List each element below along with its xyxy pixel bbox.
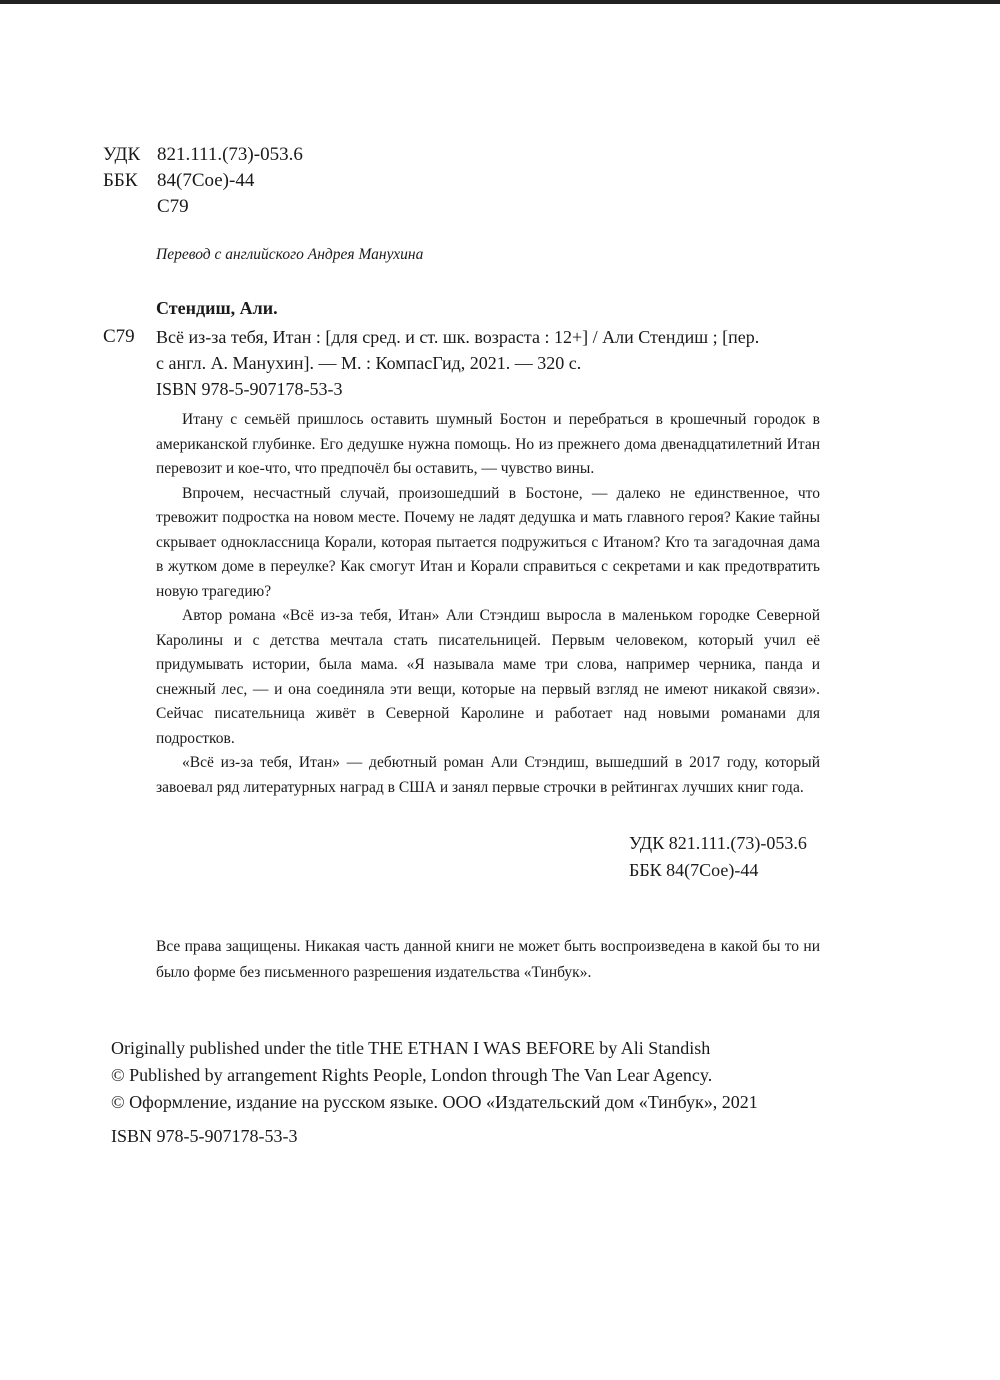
- annotation-paragraph: Автор романа «Всё из-за тебя, Итан» Али Стэндиш выросла в маленьком городке Северной Каролины и с детства мечтала стать писательницей. Первым человеком, который учил её придумывать истории, была мама. «Я называла маме три слова, например черника, панда и снежный лес, — и она соединяла эти вещи, которые на первый взгляд не имеют никакой связи». Сейчас писательница живёт в Северной Каролине и работает над новыми романами для подростков.: [156, 607, 820, 747]
- isbn-bottom: ISBN 978-5-907178-53-3: [111, 1126, 298, 1146]
- biblio-line-1: Всё из-за тебя, Итан : [для сред. и ст. шк. возраста : 12+] / Али Стендиш ; [пер.: [156, 327, 760, 347]
- bbk-code: ББК 84(7Сое)-44: [629, 860, 759, 880]
- author-mark-left: С79: [103, 326, 135, 347]
- annotation-paragraph: «Всё из-за тебя, Итан» — дебютный роман Али Стэндиш, вышедший в 2017 году, который завоевал ряд литературных наград в США и занял первые строчки в рейтингах лучших книг года.: [156, 754, 820, 796]
- translator-credit: Перевод с английского Андрея Манухина: [156, 246, 424, 263]
- classification-block: [103, 142, 303, 220]
- author-mark: С79: [157, 196, 189, 217]
- bbk-label: ББК: [103, 170, 138, 191]
- author-heading: Стендиш, Али.: [156, 298, 278, 318]
- udk-value: 821.111.(73)-053.6: [157, 144, 303, 165]
- biblio-isbn: ISBN 978-5-907178-53-3: [156, 379, 343, 399]
- annotation-paragraph: Итану с семьёй пришлось оставить шумный Бостон и перебраться в крошечный городок в американской глубинке. Его дедушке нужна помощь. Но из прежнего дома двенадцатилетний Итан перевозит и кое-что, что предпочёл бы оставить, — чувство вины.: [156, 411, 820, 477]
- udk-row: [103, 142, 303, 168]
- biblio-line-2: с англ. А. Манухин]. — М. : КомпасГид, 2021. — 320 с.: [156, 353, 582, 373]
- origin-credits: [111, 1035, 758, 1116]
- origin-line-2: © Published by arrangement Rights People, London through The Van Lear Agency.: [111, 1065, 713, 1085]
- udk-code: УДК 821.111.(73)-053.6: [629, 833, 807, 853]
- rights-notice: Все права защищены. Никакая часть данной книги не может быть воспроизведена в какой бы то ни было форме без письменного разрешения издательства «Тинбук».: [156, 938, 820, 981]
- bibliographic-description: [156, 324, 820, 402]
- udk-label: УДК: [103, 144, 141, 165]
- author-mark-row: [103, 194, 303, 220]
- classification-codes-right: [629, 830, 807, 884]
- bbk-value: 84(7Сое)-44: [157, 170, 255, 191]
- annotation: [156, 408, 820, 800]
- origin-line-1: Originally published under the title THE ETHAN I WAS BEFORE by Ali Standish: [111, 1038, 711, 1058]
- origin-line-3: © Оформление, издание на русском языке. ООО «Издательский дом «Тинбук», 2021: [111, 1092, 758, 1112]
- bbk-row: [103, 168, 303, 194]
- annotation-paragraph: Впрочем, несчастный случай, произошедший в Бостоне, — далеко не единственное, что тревожит подростка на новом месте. Почему не ладят дедушка и мать главного героя? Какие тайны скрывает одноклассница Корали, которая пытается подружиться с Итаном? Кто та загадочная дама в жутком доме в переулке? Как смогут Итан и Корали справиться с секретами и как предотвратить новую трагедию?: [156, 484, 820, 600]
